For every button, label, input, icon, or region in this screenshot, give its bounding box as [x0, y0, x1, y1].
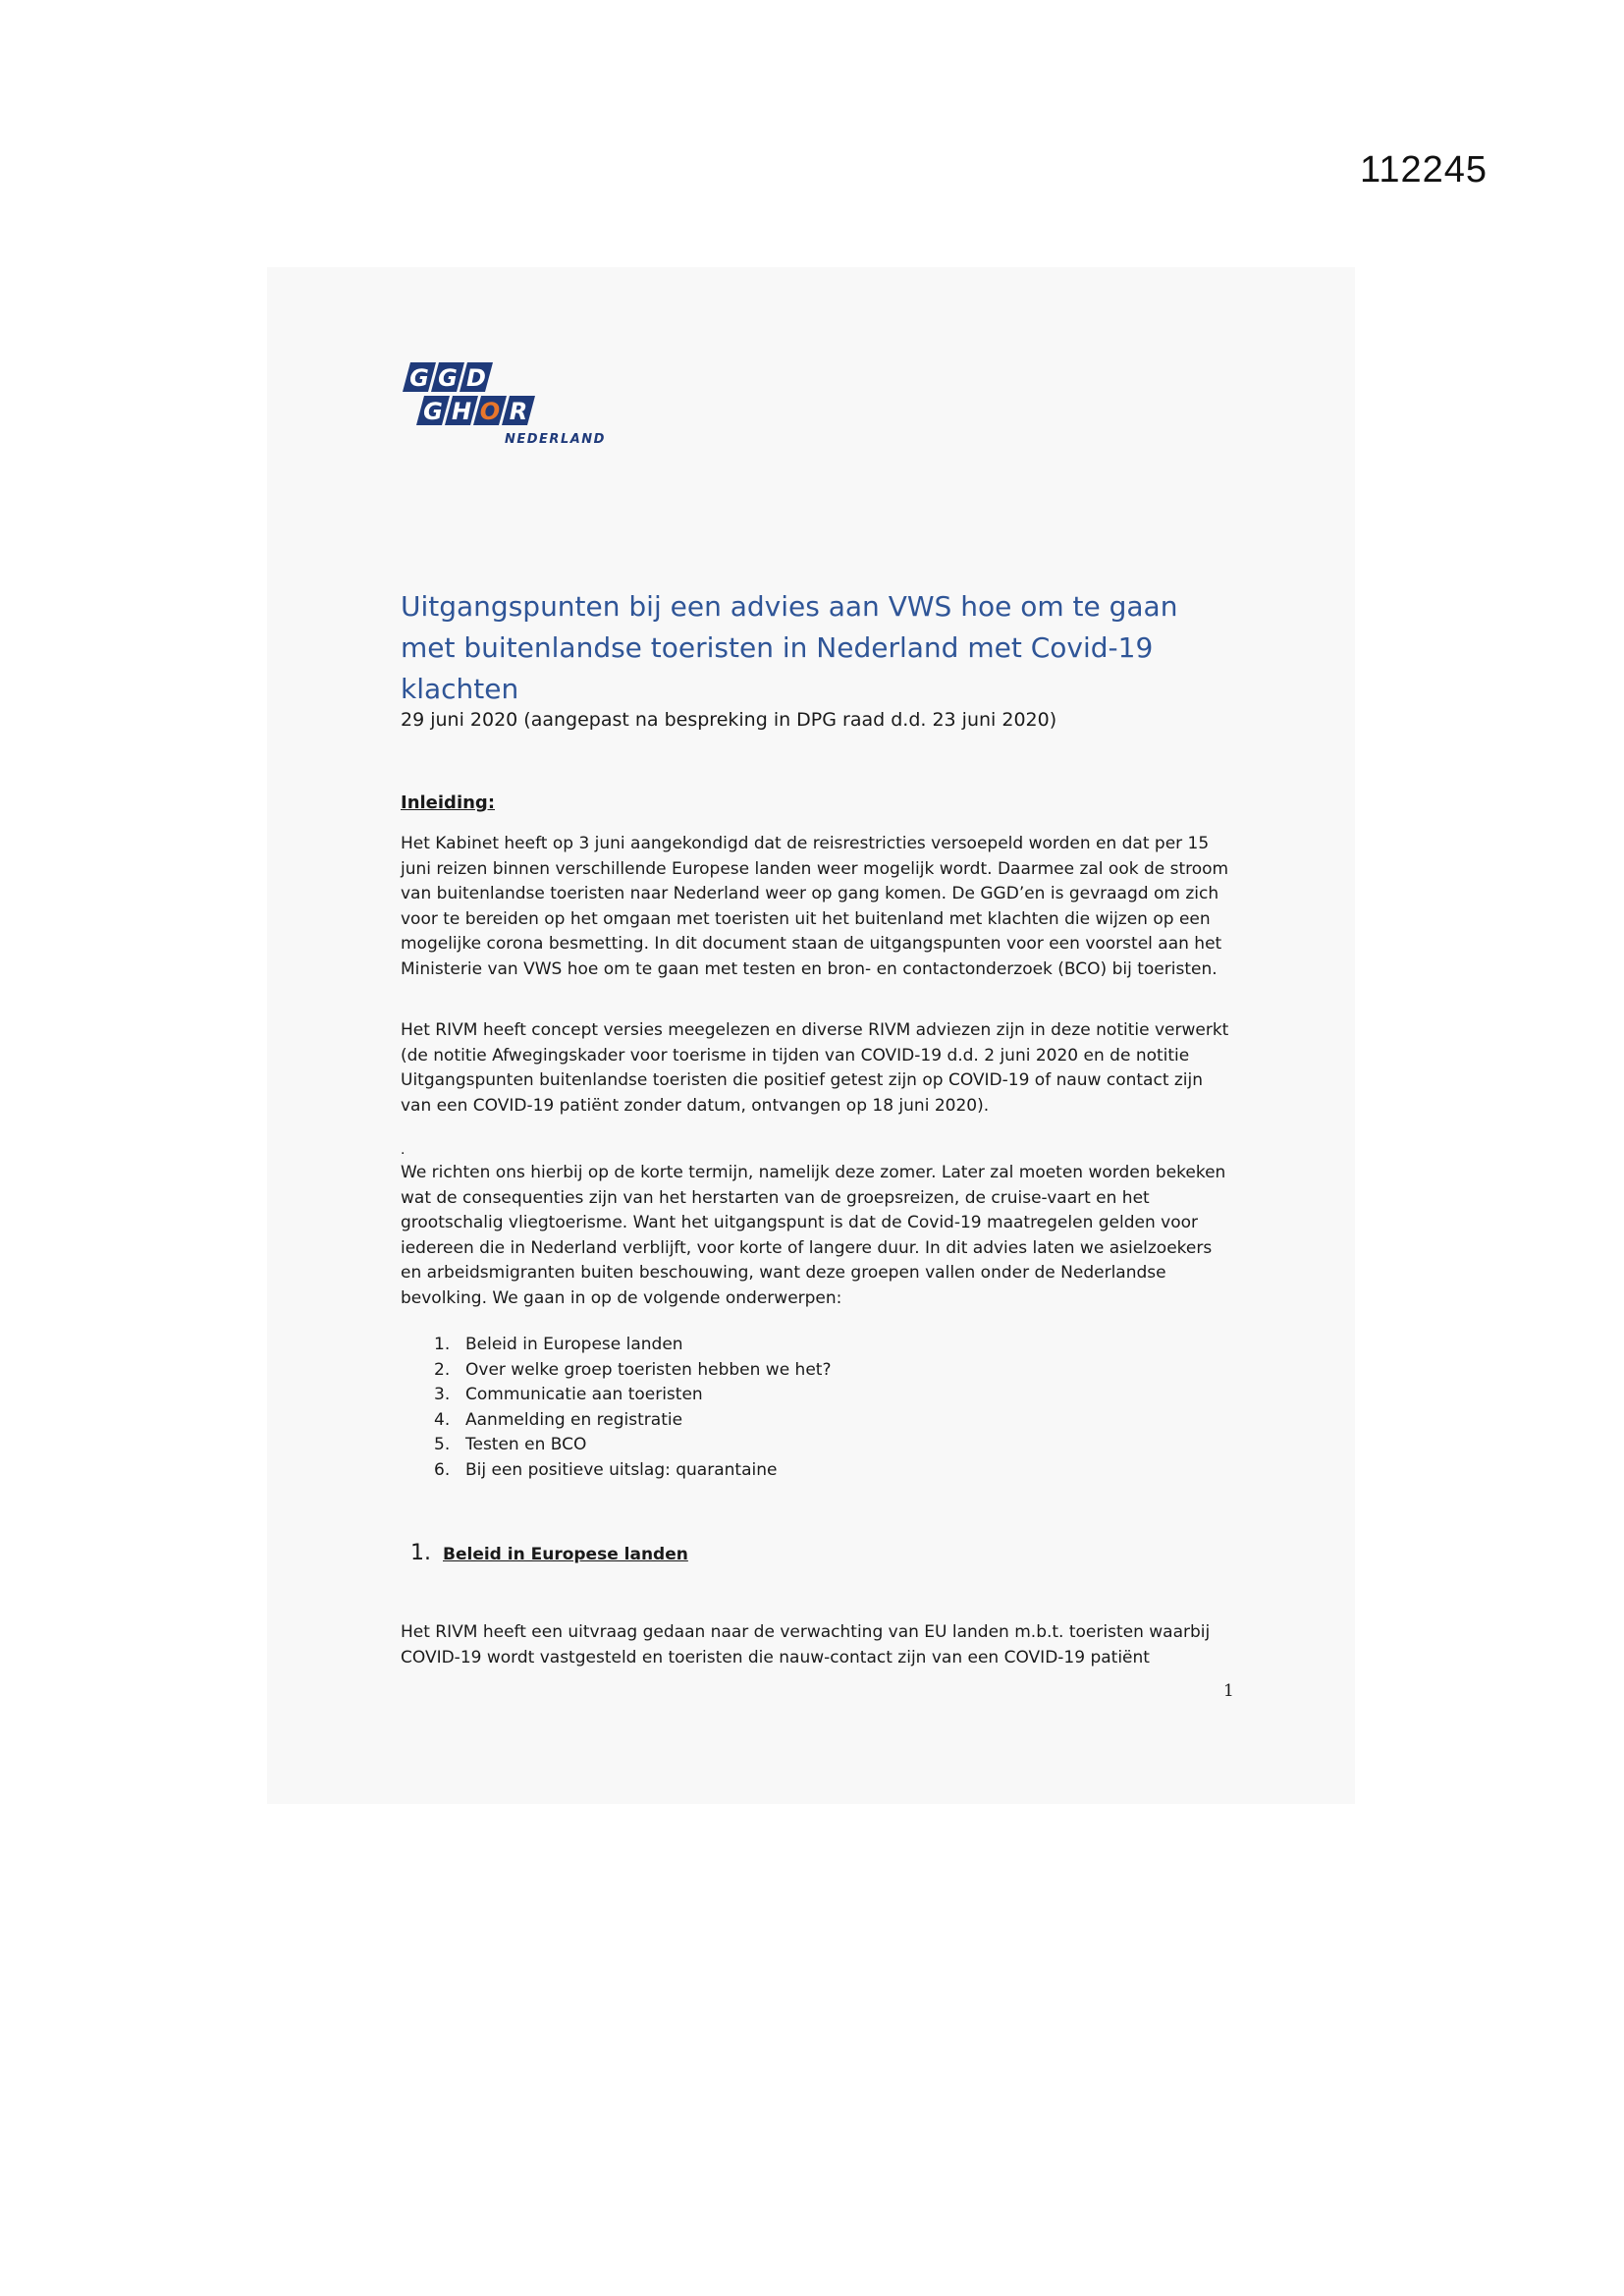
document-title: Uitgangspunten bij een advies aan VWS hoe om te gaan met buitenlandse toeristen in Nederland met Covid-19 klachten — [401, 590, 1178, 705]
list-item: 6. Bij een positieve uitslag: quarantaine — [434, 1459, 778, 1480]
intro-paragraph-2: Het RIVM heeft concept versies meegelezen en diverse RIVM adviezen zijn in deze notitie verwerkt (de notitie Afwegingskader voor toerisme in tijden van COVID-19 d.d. 2 juni 2020 en de notitie Uitgangspunten buitenlandse toeristen die positief getest zijn op COVID-19 of nauw contact zijn van een COVID-19 patiënt zonder datum, ontvangen op 18 juni 2020). — [401, 1020, 1229, 1116]
date-line: 29 juni 2020 (aangepast na bespreking in DPG raad d.d. 23 juni 2020) — [401, 709, 1057, 731]
page-number: 1 — [1223, 1681, 1234, 1701]
intro-paragraph-1: Het Kabinet heeft op 3 juni aangekondigd dat de reisrestricties versoepeld worden en dat per 15 juni reizen binnen verschillende Europese landen weer mogelijk wordt. Daarmee zal ook de stroom van buitenlandse toeristen naar Nederland weer op gang komen. De GGD’en is gevraagd om zich voor te bereiden op het omgaan met toeristen uit het buitenland met klachten die wijzen op een mogelijke corona besmetting. In dit document staan de uitgangspunten voor een voorstel aan het Ministerie van VWS hoe om te gaan met testen en bron- en contactonderzoek (BCO) bij toeristen. — [401, 834, 1229, 979]
logo-letter: D — [466, 364, 486, 392]
topics-list — [434, 1333, 831, 1483]
section-number: 1. — [410, 1541, 431, 1565]
logo-subtitle: NEDERLAND — [505, 432, 606, 447]
logo-letter: G — [423, 398, 443, 425]
stray-dot: . — [401, 1141, 406, 1158]
list-item: 2. Over welke groep toeristen hebben we het? — [434, 1359, 832, 1380]
section-1-paragraph: Het RIVM heeft een uitvraag gedaan naar de verwachting van EU landen m.b.t. toeristen waarbij COVID-19 wordt vastgesteld en toeristen die nauw-contact zijn van een COVID-19 patiënt — [401, 1622, 1211, 1667]
intro-paragraph-3: We richten ons hierbij op de korte termijn, namelijk deze zomer. Later zal moeten worden bekeken wat de consequenties zijn van het herstarten van de groepsreizen, de cruise-vaart en het grootschalig vliegtoerisme. Want het uitgangspunt is dat de Covid-19 maatregelen gelden voor iedereen die in Nederland verblijft, voor korte of langere duur. In dit advies laten we asielzoekers en arbeidsmigranten buiten beschouwing, want deze groepen vallen onder de Nederlandse bevolking. We gaan in op de volgende onderwerpen: — [401, 1163, 1226, 1308]
list-item: 5. Testen en BCO — [434, 1435, 587, 1454]
section-title: Beleid in Europese landen — [443, 1545, 688, 1564]
list-item: 1. Beleid in Europese landen — [434, 1335, 683, 1354]
ggd-ghor-logo — [403, 360, 606, 449]
logo-letter: O — [479, 398, 501, 425]
logo-letter: H — [451, 398, 472, 425]
document-number: 112245 — [1360, 149, 1488, 191]
section-1-heading — [410, 1541, 688, 1565]
list-item: 3. Communicatie aan toeristen — [434, 1385, 703, 1404]
intro-heading: Inleiding: — [401, 793, 496, 813]
scanned-page — [267, 267, 1355, 1804]
logo-letter: G — [438, 364, 458, 392]
list-item: 4. Aanmelding en registratie — [434, 1409, 683, 1430]
logo-letter: R — [509, 398, 528, 425]
logo-letter: G — [409, 364, 429, 392]
